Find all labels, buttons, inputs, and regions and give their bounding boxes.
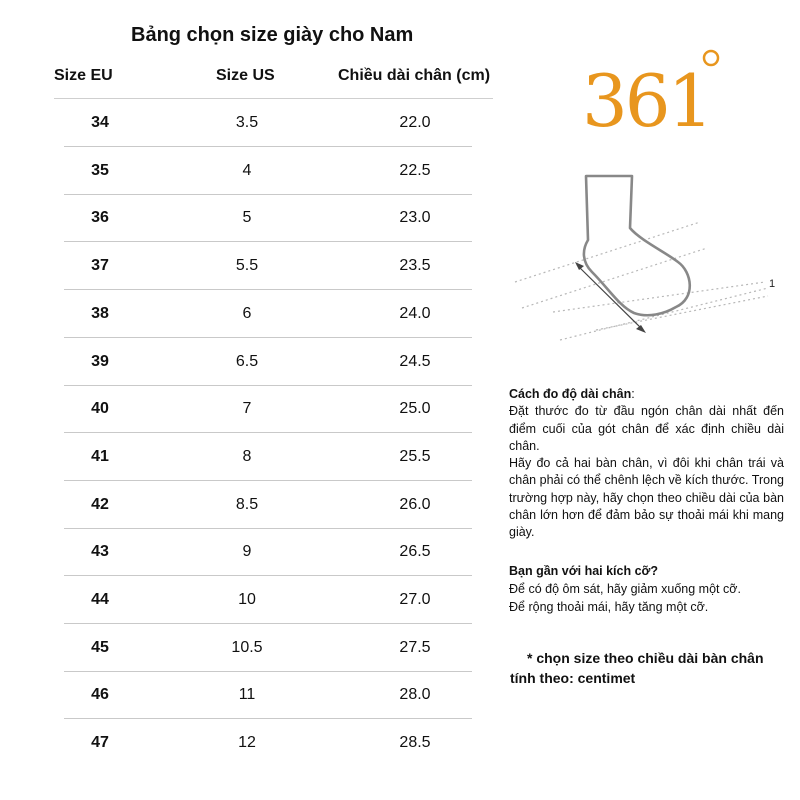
note-line-2: tính theo: centimet [510,670,636,686]
cell-eu: 42 [91,495,109,513]
table-row [0,528,500,576]
table-row [0,433,500,481]
cell-us: 9 [242,543,252,561]
cell-eu: 38 [91,304,109,322]
cell-us: 12 [238,734,256,752]
cell-length: 27.5 [399,638,431,656]
cell-eu: 36 [91,209,109,227]
cell-length: 26.5 [399,543,431,561]
cell-us: 11 [238,686,256,704]
table-row [0,99,500,147]
cell-us: 6 [242,304,252,322]
cell-eu: 37 [91,257,109,275]
cell-length: 26.0 [399,495,431,513]
cell-us: 10 [238,591,256,608]
column-header-us: Size US [216,67,275,84]
size-note [510,648,785,688]
cell-length: 27.0 [399,591,431,608]
cell-length: 23.0 [399,209,431,227]
cell-eu: 39 [91,352,109,370]
cell-us: 4 [242,161,252,179]
cell-us: 8.5 [235,495,259,513]
cell-us: 7 [242,400,252,418]
column-header-length: Chiều dài chân (cm) [338,67,491,84]
note-line-1: * chọn size theo chiều dài bàn chân [527,650,764,666]
between-heading: Bạn gần với hai kích cỡ? [509,564,659,578]
cell-eu: 45 [91,638,109,656]
cell-us: 5.5 [235,257,259,275]
table-row [0,338,500,386]
brand-logo [580,48,730,135]
table-row [0,194,500,242]
cell-eu: 47 [91,734,109,752]
between-line-1: Để có độ ôm sát, hãy giảm xuống một cỡ. [509,582,741,596]
cell-length: 22.0 [399,114,431,131]
cell-length: 24.5 [399,352,431,370]
table-row [0,576,500,624]
cell-length: 28.5 [399,734,431,752]
cell-eu: 34 [91,114,109,131]
cell-eu: 40 [91,400,109,418]
cell-us: 3.5 [235,114,259,131]
cell-length: 25.5 [399,447,431,465]
cell-length: 25.0 [399,400,431,418]
table-row [0,719,500,767]
cell-eu: 35 [91,161,109,179]
guide-line-1: Đặt thước đo từ đầu ngón chân dài nhất đến điểm cuối của gót chân để xác định chiều dài chân. [509,404,784,453]
diagram-label: 1 [769,278,776,290]
cell-length: 24.0 [399,304,431,322]
cell-length: 28.0 [399,686,431,704]
guide-heading: Cách đo độ dài chân [509,387,632,401]
cell-eu: 41 [91,447,109,465]
guide-line-2: Hãy đo cả hai bàn chân, vì đôi khi chân trái và chân phải có thể chênh lệch về kích thước. Trong trường hợp này, hãy chọn theo chiều dài của bàn chân lớn hơn để đảm bảo sự thoải mái khi mang giày. [509,456,784,540]
column-header-eu: Size EU [54,67,113,84]
table-row [0,671,500,719]
table-row [0,147,500,195]
cell-us: 10.5 [231,638,263,656]
cell-us: 8 [242,447,252,465]
table-row [0,242,500,290]
between-line-2: Để rộng thoải mái, hãy tăng một cỡ. [509,600,709,614]
measure-guide: Cách đo độ dài chân: Đặt thước đo từ đầu ngón chân dài nhất đến điểm cuối của gót chân để xác định chiều dài chân. Hãy đo cả hai bàn chân, vì đôi khi chân trái và chân phải có thể chênh lệch về kích thước. Trong trường hợp này, hãy chọn theo chiều dài của bàn chân lớn hơn để đảm bảo sự thoải mái khi mang giày. [509,386,784,542]
between-sizes-tip [509,562,784,616]
cell-length: 22.5 [399,161,431,179]
cell-eu: 46 [91,686,109,704]
table-row [0,385,500,433]
cell-us: 6.5 [235,352,259,370]
table-row [0,481,500,529]
table-row [0,290,500,338]
cell-length: 23.5 [399,257,431,275]
logo-text: 361 [582,59,711,130]
table-row [0,624,500,672]
page-title: Bảng chọn size giày cho Nam [131,24,414,46]
cell-eu: 44 [91,591,109,608]
cell-eu: 43 [91,543,109,561]
foot-measure-icon [505,168,785,348]
cell-us: 5 [242,209,252,227]
